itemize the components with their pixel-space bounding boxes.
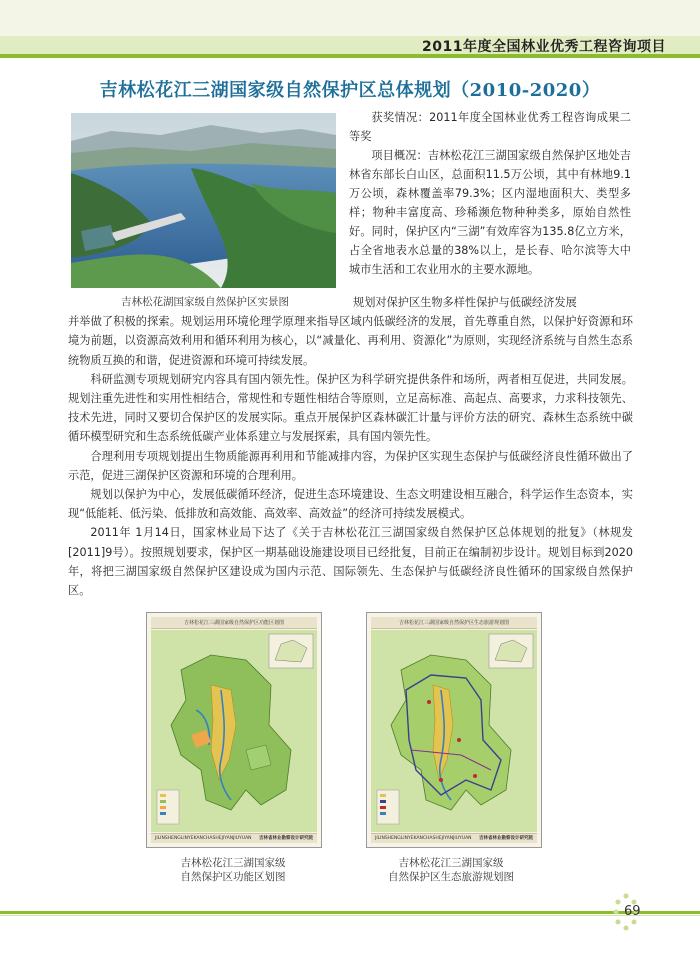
map-ecotourism-planning-graphic (371, 630, 537, 832)
map-caption-line: 自然保护区生态旅游规划图 (388, 871, 514, 883)
map-footer-institute: 吉林省林业勘察设计研究院 (479, 836, 533, 841)
map-footer-institute: 吉林省林业勘察设计研究院 (259, 836, 313, 841)
body-text (68, 293, 633, 600)
body-paragraph: 科研监测专项规划研究内容具有国内领先性。保护区为科学研究提供条件和场所，两者相互促进，共同发展。规划注重先进性和实用性相结合，常规性和专题性相结合等原则，立足高标准、高起点、高要求，力求科技领先、技术先进，同时又要切合保护区的发展实际。重点开展保护区森林碳汇计量与评价方法的研究、森林生态系统中碳循环模型研究和生态系统低碳产业体系建立与发展探索，具有国内领先性。 (68, 372, 633, 444)
photo-caption: 吉林松花湖国家级自然保护区实景图 (121, 296, 289, 308)
map-functional-zoning-graphic (151, 630, 317, 832)
footer-rule-thin (0, 915, 700, 916)
map-footer (371, 833, 537, 843)
map-header: 吉林松花江三湖国家级自然保护区生态旅游规划图 (371, 617, 537, 629)
map-caption-line: 自然保护区功能区划图 (180, 871, 286, 883)
map-caption-ecotourism (356, 856, 546, 884)
body-paragraph-intro: 规划对保护区生物多样性保护与低碳经济发展 (353, 296, 577, 309)
map-functional-zoning (146, 612, 322, 848)
award-paragraph: 获奖情况：2011年度全国林业优秀工程咨询成果二等奖 (349, 111, 631, 143)
map-header: 吉林松花江三湖国家级自然保护区功能区划图 (151, 617, 317, 629)
map-footer-roman: JILINSHENGLINYEKANCHASHEJIYANJIUYUAN (375, 836, 472, 841)
map-caption-line: 吉林松花江三湖国家级 (180, 857, 286, 869)
reservoir-photo (71, 113, 336, 288)
map-caption-line: 吉林松花江三湖国家级 (398, 857, 504, 869)
overview-paragraph: 项目概况：吉林松花江三湖国家级自然保护区地处吉林省东部长白山区，总面积11.5万公顷，其中有林地9.1万公顷，森林覆盖率79.3%；区内湿地面积大、类型多样；物种丰富度高、珍稀濒危物种种类多，原始自然性好。同时，保护区内“三湖”有效库容为135.8亿立方米，占全省地表水总量的38%以上，是长春、哈尔滨等大中城市生活和工农业用水的主要水源地。 (349, 149, 631, 276)
header-title: 2011年度全国林业优秀工程咨询项目 (422, 39, 666, 55)
header-stripe-top (0, 0, 700, 36)
body-paragraph-intro-continued: 并举做了积极的探索。规划运用环境伦理学原理来指导区域内低碳经济的发展，首先尊重自然，以保护好资源和环境为前题，以资源高效利用和循环利用为核心，以“减量化、再利用、资源化”为原则，实现经济系统与自然生态系统物质互换的和谐，促进资源和环境可持续发展。 (68, 315, 633, 367)
article-title: 吉林松花江三湖国家级自然保护区总体规划（2010-2020） (99, 80, 601, 101)
body-paragraph: 合理利用专项规划提出生物质能源再利用和节能减排内容，为保护区实现生态保护与低碳经济良性循环做出了示范，促进三湖保护区资源和环境的合理利用。 (68, 449, 633, 482)
reservoir-photo-image (71, 113, 336, 288)
body-paragraph: 2011年 1月14日，国家林业局下达了《关于吉林松花江三湖国家级自然保护区总体规划的批复》（林规发[2011]9号）。按照规划要求，保护区一期基础设施建设项目已经批复，目前正在编制初步设计。规划目标到2020年，将把三湖国家级自然保护区建设成为国内示范、国际领先、生态保护与低碳经济良性循环的国家级自然保护区。 (68, 526, 633, 598)
footer-rule (0, 911, 700, 914)
map-footer (151, 833, 317, 843)
map-caption-functional-zoning (138, 856, 328, 884)
map-footer-roman: JILINSHENGLINYEKANCHASHEJIYANJIUYUAN (155, 836, 252, 841)
side-text-column (349, 108, 631, 279)
body-paragraph: 规划以保护为中心，发展低碳循环经济，促进生态环境建设、生态文明建设相互融合，科学运作生态资本，实现“低能耗、低污染、低排放和高效能、高效率、高效益”的经济可持续发展模式。 (68, 488, 633, 521)
page-number: 69 (624, 904, 641, 919)
page-header (0, 0, 700, 62)
map-ecotourism-planning (366, 612, 542, 848)
